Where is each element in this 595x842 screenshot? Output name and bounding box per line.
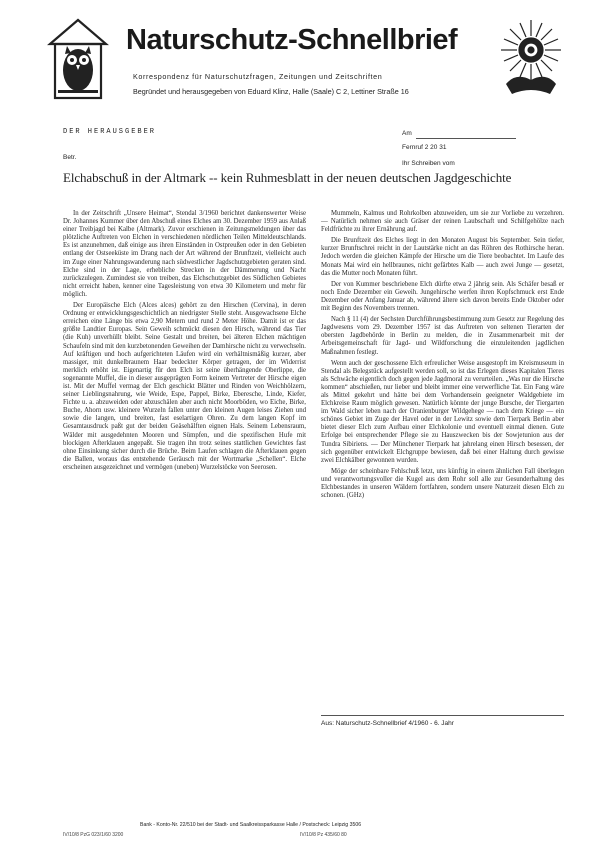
masthead-subtitle: Korrespondenz für Naturschutzfragen, Zeitungen und Zeitschriften (133, 72, 383, 81)
article-headline: Elchabschuß in der Altmark -- kein Ruhmesblatt in der neuen deutschen Jagdgeschichte (63, 170, 512, 185)
article-paragraph: Der Europäische Elch (Alces alces) gehört zu den Hirschen (Cervina), in deren Ordnung er entwicklungsgeschichtlich an niedrigster Stelle steht. Ausgewachsene Elche erreichen eine Länge bis etwa 2,90 Metern und rund 2 Meter Höhe. Damit ist er das größte Landtier Europas. Sein Geweih schmückt diesen den Hirsch, während das Tier (die Kuh) unverhüllt bleibt. Seine Gestalt und breiten, bei älteren Elchen mächtigen Schaufeln sind mit den kurzbetonenden Geweihen der Damhirsche nicht zu verwechseln. Auf kräftigen und hoch aufgerichteten Läufen wird ein verhältnismäßig kurzer, aber massiger, mit dunkelbraunem Haar bedeckter Körper getragen, der im Widerrist merklich erhöht ist. Eigenartig für den Elch ist seine überhängende Oberlippe, die sogenannte Muffel, die in dieser ausgeprägten Form keinem Vertreter der Hirsche eigen ist. Mit der Muffel vermag der Elch geschickt Blätter und Rinden von Weichhölzern, seiner Lieblingsnahrung, wie Weide, Espe, Pappel, Birke, Eberesche, Linde, Kiefer, Fichte u. a. abzuweiden oder abzuschälen aber auch nicht Moorböden, wo Eiche, Birke, Buche, Ahorn usw. kleinere Wurzeln fallen unter den kleinen Augen leises Ziehen und sowie die langen, und breiten, fast eselartigen Ohren. Zu dem langen Kopf im Gesamtausdruck paßt gut der beiden Geäsehälften eignen Hals. Seinem Lebensraum, Wälder mit ausgedehnten Mooren und Sümpfen, und die spezifischen Hufe mit blockigen Afterklauen angepaßt. Sie tragen ihn trotz seines stattlichen Gewichtes fast ohne Einsinkung sicher durch die Brüche. Beim Laufen schlagen die Afterklauen gegen die Ballen, woraus das entstehende Geräusch mit der Wortmarke „Schellen“. Elche erscheinen ausgezeichnet und vermögen (uneben) Wurzelstöcke von Seerosen. (63, 302, 306, 471)
bank-details: Bank - Konto-Nr. 22/510 bei der Stadt- und Saalkreissparkasse Halle / Postscheck: Leipzig 3506 (140, 822, 362, 828)
print-code-left: IV/10/8 PzG 023/1/60 3200 (63, 832, 124, 838)
founder-address: Begründet und herausgegeben von Eduard Klinz, Halle (Saale) C 2, Lettiner Straße 16 (133, 87, 409, 96)
source-note: Aus: Naturschutz-Schnellbrief 4/1960 - 6. Jahr (321, 720, 454, 727)
article-paragraph: Nach § 11 (4) der Sechsten Durchführungsbestimmung zum Gesetz zur Regelung des Jagdwesens vom 29. Dezember 1957 ist das Auftreten von seltenen Tierarten der obersten Jagdbehörde in Berlin zu melden, die in Zusammenarbeit mit der Arbeitsgemeinschaft für Jagd- und Wildforschung die einzuleitenden jagdlichen Maßnahmen festlegt. (321, 316, 564, 356)
subject-label: Betr. (63, 154, 77, 161)
owl-logo-icon (44, 16, 112, 102)
thistle-flower-icon (496, 14, 566, 100)
article-column-left (63, 210, 306, 475)
article-paragraph: Mummeln, Kalmus und Rohrkolben abzuweiden, um sie zur Vorliebe zu verzehren. — Natürlich nehmen sie auch Gräser der reinen Laubschaft und Schilfgehölze nach Feldfrüchte zu ihrer Ernährung auf. (321, 210, 564, 234)
article-paragraph: Wenn auch der geschossene Elch erfreulicher Weise ausgestopft im Kreismuseum in Stendal als Belegstück aufgestellt werden soll, so ist das Erlegen dieses Kapitalen Tieres als Schwäche eigentlich doch gegen jede Jagdmoral zu verurteilen. „Was nur die Hirsche kommen“ abschießen, nur lieber und bleibt immer eine verwerfliche Tat. Ein Fang wäre als Mittel gekehrt und hätte bei dem Vorhandensein geeigneter Waldgebiete im Elchkreise Raum möglich gewesen. Natürlich könnte der junge Bursche, der Tiergarten im Wald sicher leben nach der Oranienburger Wildgehege — nach dem Kriege — ein schönes Gebiet im Zuge der Havel oder in der Lewitz sowie dem Tierpark Berlin aber bietet dieser Elch zum Aufbau einer Elchkolonie und eventuell einmal dienen. Gute Erfolge bei entsprechender Pflege sie zu Hauszwecken bis der Sowjetunion aus der Tundra Sibiriens. — Der Münchener Tierpark hat jahrelang einen Hirsch besessen, der sich gegenüber entwickelt Elchgruppe bewiesen, daß bei einer Haltung durch gewisse zwei Elchkälber gewonnen wurden. (321, 359, 564, 464)
article-paragraph: Der von Kummer beschriebene Elch dürfte etwa 2 jährig sein. Als Schäfer besaß er noch Ende Dezember ein Geweih. Jungehirsche werfen ihren Kopfschmuck erst Ende Dezember oder Anfang Januar ab, während ältere sich davon bereits Ende Oktober oder mit Beginn des Novembers trennen. (321, 280, 564, 313)
masthead-title: Naturschutz-Schnellbrief (126, 24, 458, 56)
phone-number: Fernruf 2 20 31 (402, 144, 447, 151)
article-paragraph: Möge der scheinbare Fehlschuß letzt, uns künftig in einem ähnlichen Fall überlegen und verantwortungsvoller die Kugel aus dem Rohr soll alle zur Gesunderhaltung des Elchbestandes in unseren Wäldern fortfahren, sondern unsere Naturzeit diesen Elch zu schonen. (GHz) (321, 467, 564, 500)
article-paragraph: In der Zeitschrift „Unsere Heimat“, Stendal 3/1960 berichtet dankenswerter Weise Dr. Johannes Kummer über den Abschuß eines Elches am 30. Dezember 1959 aus Anlaß einer Treibjagd bei Kalbe (Altmark). Zuvor erschienen in Zeitungsmeldungen über das plötzliche Auftreten von Elchen in verschiedenen nördlichen Teilen Mitteldeutschlands. Es ist anzunehmen, daß einige aus ihren Einständen in Ostpreußen oder in den Gebieten entlang der Ostseeküste im Drang nach der Art während der Brunftzeit, vielleicht auch im Zuge einer Nahrungswanderung nach südwestlicher Jagdschutzgebieten geraten sind. Elche sind in der Lage, erhebliche Strecken in der Dämmerung und Nacht zurückzulegen. Zumindest sie von treiben, das Elchschutzgebiet des Südlichen Gebietes nicht erreicht haben, kenner eine Tagesleistung von etwa 30 Kilometern und mehr für möglich. (63, 210, 306, 298)
date-line (416, 138, 516, 139)
article-paragraph: Die Brunftzeit des Elches liegt in den Monaten August bis September. Sein tiefer, kurzer Brunftschrei reicht in der Lautstärke nicht an das Röhren des Rothirsche heran. Jedoch werden die gleichen Kämpfe der Hirsche um die Tiere beobachtet. Im Laufe des Monats Mai wird ein hellbraunes, nicht gefärbtes Kalb — auch zwei Junge — gesetzt, das die Mutter noch Monaten führt. (321, 237, 564, 277)
footer-divider (321, 715, 564, 716)
publisher-label: DER HERAUSGEBER (63, 128, 157, 136)
date-label: Am (402, 130, 412, 137)
print-code-right: IV/10/8 Pz 435/60 80 (300, 832, 347, 838)
article-column-right (321, 210, 564, 503)
letter-reference-label: Ihr Schreiben vom (402, 160, 455, 167)
